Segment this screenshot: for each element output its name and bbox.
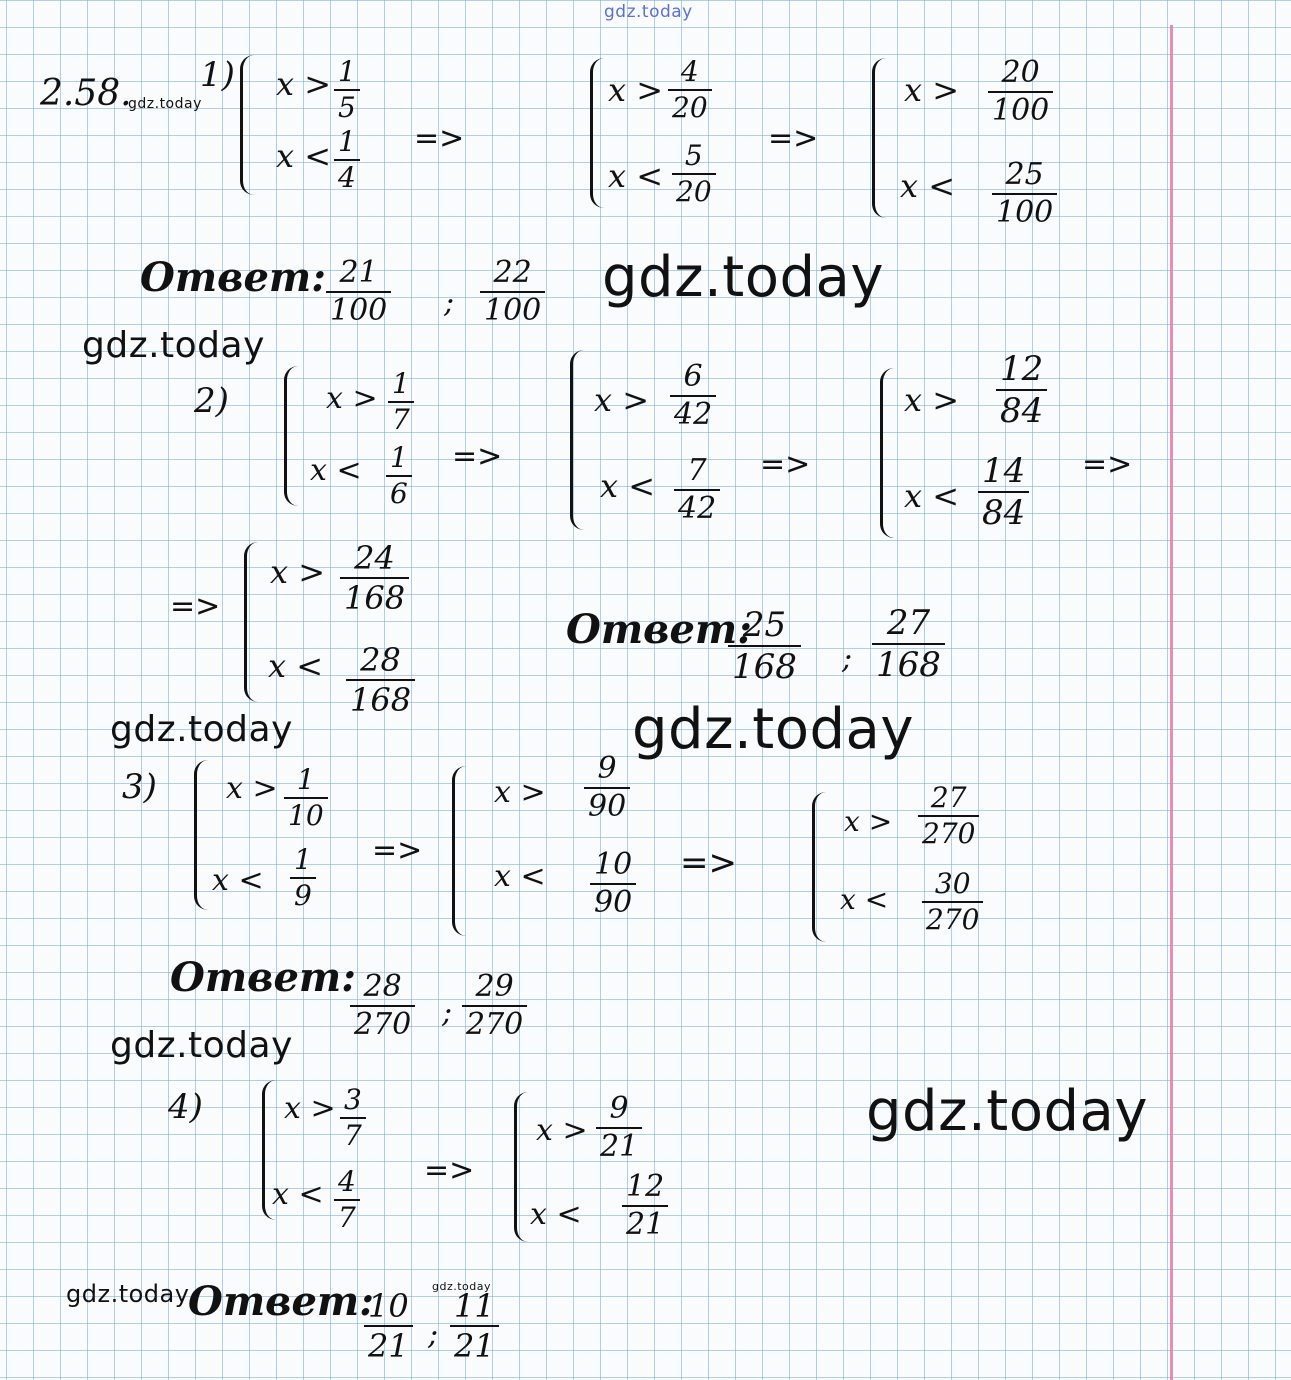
numerator: 1 [392, 367, 410, 400]
implies-arrow: => [170, 589, 221, 624]
answer-fraction [326, 255, 391, 328]
denominator: 270 [922, 901, 983, 934]
numerator: 25 [1005, 157, 1044, 192]
fraction [670, 359, 716, 432]
part-label: 3) [122, 767, 157, 807]
watermark-large: gdz.today [602, 245, 885, 310]
implies-arrow: => [1082, 447, 1133, 482]
fraction [978, 451, 1029, 533]
denominator: 270 [350, 1005, 415, 1040]
denominator: 5 [334, 89, 360, 122]
denominator: 4 [334, 159, 360, 192]
denominator: 6 [386, 475, 412, 508]
numerator: 10 [368, 1287, 409, 1325]
implies-arrow: => [372, 833, 423, 868]
denominator: 42 [670, 395, 716, 430]
numerator: 28 [360, 641, 401, 679]
numerator: 12 [626, 1169, 665, 1204]
denominator: 168 [346, 679, 415, 716]
numerator: 24 [354, 539, 395, 577]
answer-fraction [480, 255, 545, 328]
denominator: 270 [918, 815, 979, 848]
relation-gt: x > [276, 65, 332, 103]
implies-arrow: => [680, 843, 737, 883]
implies-arrow: => [414, 121, 465, 156]
fraction [668, 55, 712, 124]
answer-label: Ответ: [140, 254, 326, 301]
denominator: 42 [674, 489, 720, 524]
fraction [340, 1083, 366, 1152]
implies-arrow: => [424, 1153, 475, 1188]
denominator: 84 [978, 491, 1029, 530]
denominator: 100 [480, 291, 545, 326]
relation-lt: x < [840, 883, 889, 916]
answer-fraction [462, 969, 527, 1042]
system-brace [452, 766, 473, 936]
answer-fraction [350, 969, 415, 1042]
relation-lt: x < [904, 477, 960, 515]
system-brace [812, 792, 833, 942]
numerator: 11 [454, 1287, 495, 1325]
watermark-medium: gdz.today [110, 709, 293, 750]
denominator: 9 [290, 877, 316, 910]
part-label: 1) [200, 55, 235, 95]
margin-line [1170, 25, 1173, 1380]
relation-gt: x > [326, 381, 378, 416]
system-brace [244, 542, 265, 702]
numerator: 3 [344, 1083, 362, 1116]
numerator: 6 [683, 359, 703, 394]
denominator: 100 [992, 193, 1057, 228]
denominator: 21 [596, 1127, 642, 1162]
semicolon: ; [842, 641, 853, 676]
part-label: 4) [168, 1087, 203, 1127]
numerator: 9 [609, 1091, 629, 1126]
answer-fraction [872, 603, 945, 685]
fraction [622, 1169, 668, 1242]
numerator: 9 [597, 751, 617, 786]
fraction [590, 847, 636, 920]
denominator: 168 [728, 645, 801, 684]
numerator: 10 [594, 847, 633, 882]
denominator: 20 [668, 89, 712, 122]
numerator: 12 [1000, 349, 1044, 389]
numerator: 1 [338, 125, 356, 158]
numerator: 30 [934, 867, 971, 900]
relation-lt: x < [530, 1197, 582, 1232]
answer-label: Ответ: [188, 1278, 374, 1325]
fraction [988, 55, 1053, 128]
semicolon: ; [428, 1317, 439, 1352]
numerator: 25 [742, 605, 787, 645]
numerator: 27 [930, 781, 967, 814]
watermark-large: gdz.today [632, 697, 915, 762]
fraction [584, 751, 630, 824]
system-brace [872, 58, 893, 218]
denominator: 84 [996, 389, 1047, 428]
answer-fraction [728, 605, 801, 687]
fraction [334, 125, 360, 194]
denominator: 20 [672, 173, 716, 206]
part-label: 2) [194, 381, 229, 421]
answer-label: Ответ: [566, 606, 752, 653]
system-brace [240, 55, 261, 195]
numerator: 1 [338, 55, 356, 88]
fraction [596, 1091, 642, 1164]
system-brace [880, 368, 901, 538]
relation-lt: x < [600, 467, 656, 505]
fraction [346, 641, 415, 719]
watermark-medium: gdz.today [82, 325, 265, 366]
numerator: 28 [363, 969, 402, 1004]
fraction [672, 139, 716, 208]
relation-gt: x > [536, 1113, 588, 1148]
fraction [388, 367, 414, 436]
relation-lt: x < [494, 859, 546, 894]
numerator: 4 [338, 1165, 356, 1198]
system-brace [284, 366, 305, 506]
denominator: 21 [364, 1325, 413, 1362]
relation-gt: x > [226, 771, 278, 806]
implies-arrow: => [768, 121, 819, 156]
denominator: 21 [622, 1205, 668, 1240]
watermark-medium: gdz.today [110, 1025, 293, 1066]
numerator: 21 [339, 255, 378, 290]
numerator: 14 [982, 451, 1026, 491]
fraction [992, 157, 1057, 230]
relation-lt: x < [272, 1177, 324, 1212]
relation-lt: x < [608, 157, 664, 195]
relation-gt: x > [904, 71, 960, 109]
numerator: 1 [296, 763, 315, 796]
numerator: 4 [680, 55, 699, 88]
answer-label: Ответ: [170, 954, 356, 1001]
numerator: 5 [684, 139, 703, 172]
problem-number: 2.58. [40, 73, 132, 114]
denominator: 7 [388, 401, 414, 434]
fraction [334, 1165, 360, 1234]
denominator: 100 [988, 91, 1053, 126]
relation-lt: x < [310, 453, 362, 488]
watermark-large: gdz.today [866, 1079, 1149, 1144]
relation-gt: x > [284, 1091, 336, 1126]
relation-gt: x > [608, 71, 664, 109]
relation-lt: x < [212, 863, 264, 898]
fraction [290, 843, 316, 912]
watermark-small: gdz.today [128, 96, 202, 112]
semicolon: ; [444, 285, 455, 320]
fraction [922, 867, 983, 936]
numerator: 7 [687, 453, 707, 488]
fraction [386, 441, 412, 510]
numerator: 1 [390, 441, 408, 474]
relation-lt: x < [900, 167, 956, 205]
fraction [340, 539, 409, 617]
relation-gt: x > [904, 381, 960, 419]
denominator: 270 [462, 1005, 527, 1040]
implies-arrow: => [760, 447, 811, 482]
denominator: 168 [872, 643, 945, 682]
watermark-medium: gdz.today [66, 1280, 190, 1308]
answer-fraction [450, 1287, 499, 1365]
numerator: 1 [294, 843, 312, 876]
denominator: 10 [284, 797, 328, 830]
relation-gt: x > [270, 553, 326, 591]
relation-lt: x < [276, 137, 332, 175]
denominator: 168 [340, 577, 409, 614]
answer-fraction [364, 1287, 413, 1365]
watermark-top: gdz.today [604, 2, 693, 22]
fraction [918, 781, 979, 850]
numerator: 27 [886, 603, 931, 643]
denominator: 7 [340, 1117, 366, 1150]
numerator: 22 [493, 255, 532, 290]
numerator: 29 [475, 969, 514, 1004]
fraction [334, 55, 360, 124]
denominator: 90 [590, 883, 636, 918]
numerator: 20 [1001, 55, 1040, 90]
implies-arrow: => [452, 439, 503, 474]
relation-gt: x > [494, 775, 546, 810]
fraction [284, 763, 328, 832]
relation-lt: x < [268, 647, 324, 685]
semicolon: ; [442, 995, 453, 1030]
denominator: 90 [584, 787, 630, 822]
relation-gt: x > [594, 381, 650, 419]
system-brace [570, 350, 591, 530]
fraction [996, 349, 1047, 431]
watermark-small: gdz.today [432, 1280, 492, 1293]
fraction [674, 453, 720, 526]
denominator: 21 [450, 1325, 499, 1362]
relation-gt: x > [844, 805, 893, 838]
denominator: 100 [326, 291, 391, 326]
denominator: 7 [334, 1199, 360, 1232]
